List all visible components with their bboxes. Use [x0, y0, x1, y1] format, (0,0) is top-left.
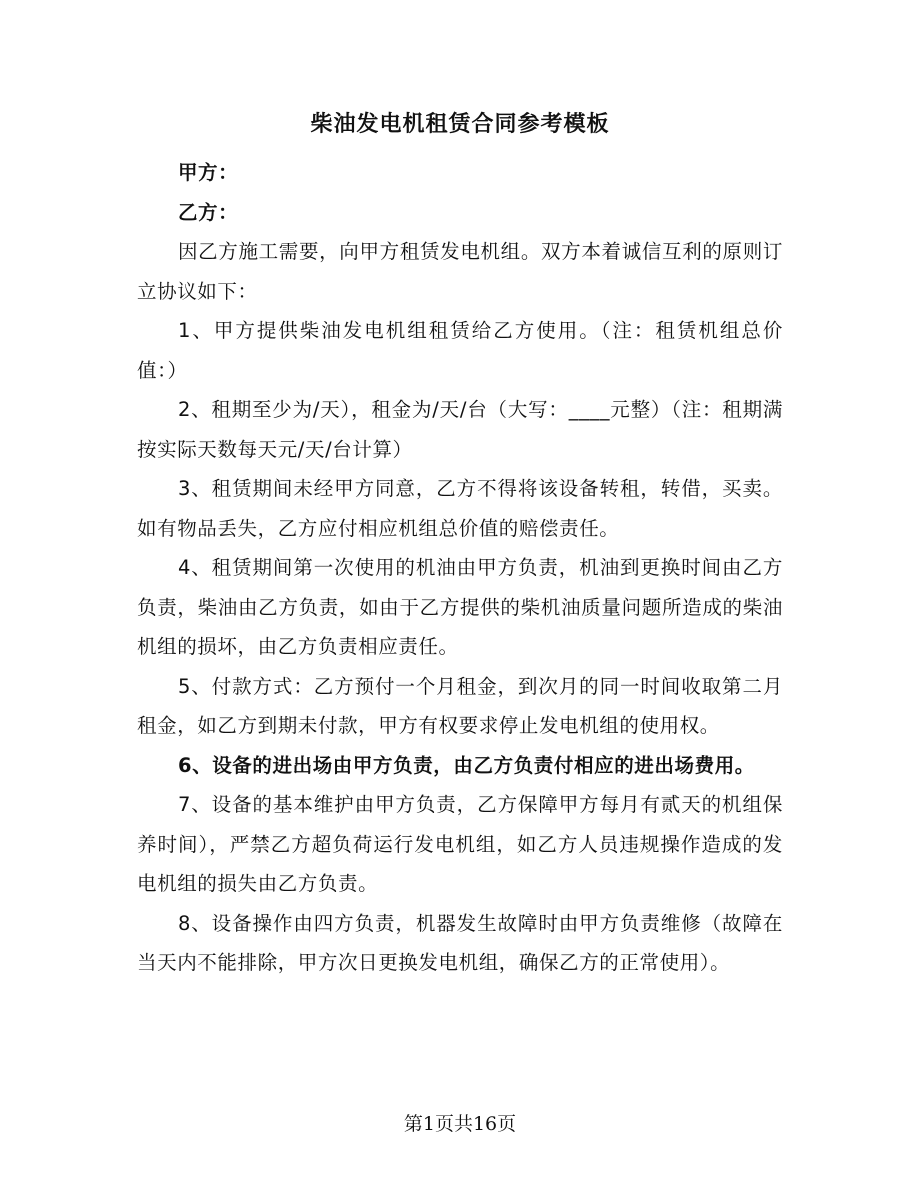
- party-b-label: 乙方：: [177, 200, 239, 224]
- clause-4: 4、租赁期间第一次使用的机油由甲方负责，机油到更换时间由乙方负责，柴油由乙方负责，如由于乙方提供的柴机油质量问题所造成的柴油机组的损坏，由乙方负责相应责任。: [137, 556, 783, 658]
- clause-3: 3、租赁期间未经甲方同意，乙方不得将该设备转租，转借，买卖。如有物品丢失，乙方应付相应机组总价值的赔偿责任。: [137, 477, 783, 540]
- clause-1: 1、甲方提供柴油发电机组租赁给乙方使用。（注：租赁机组总价值：）: [137, 319, 783, 382]
- paragraph-intro: 因乙方施工需要，向甲方租赁发电机组。双方本着诚信互利的原则订立协议如下：: [137, 240, 783, 303]
- document-title: 柴油发电机租赁合同参考模板: [310, 112, 610, 137]
- document-body: [137, 153, 783, 983]
- clause-6: 6、设备的进出场由甲方负责，由乙方负责付相应的进出场费用。: [177, 753, 755, 777]
- clause-2: 2、租期至少为/天），租金为/天/台（大写：____元整）（注：租期满按实际天数每天元/天/台计算）: [137, 398, 783, 461]
- party-a-label: 甲方：: [177, 161, 239, 184]
- clause-8: 8、设备操作由四方负责，机器发生故障时由甲方负责维修（故障在当天内不能排除，甲方次日更换发电机组，确保乙方的正常使用）。: [137, 911, 783, 974]
- clause-5: 5、付款方式：乙方预付一个月租金，到次月的同一时间收取第二月租金，如乙方到期未付款，甲方有权要求停止发电机组的使用权。: [137, 674, 783, 737]
- page-number-footer: 第1页共16页: [403, 1113, 517, 1135]
- clause-7: 7、设备的基本维护由甲方负责，乙方保障甲方每月有贰天的机组保养时间），严禁乙方超负荷运行发电机组，如乙方人员违规操作造成的发电机组的损失由乙方负责。: [137, 793, 783, 895]
